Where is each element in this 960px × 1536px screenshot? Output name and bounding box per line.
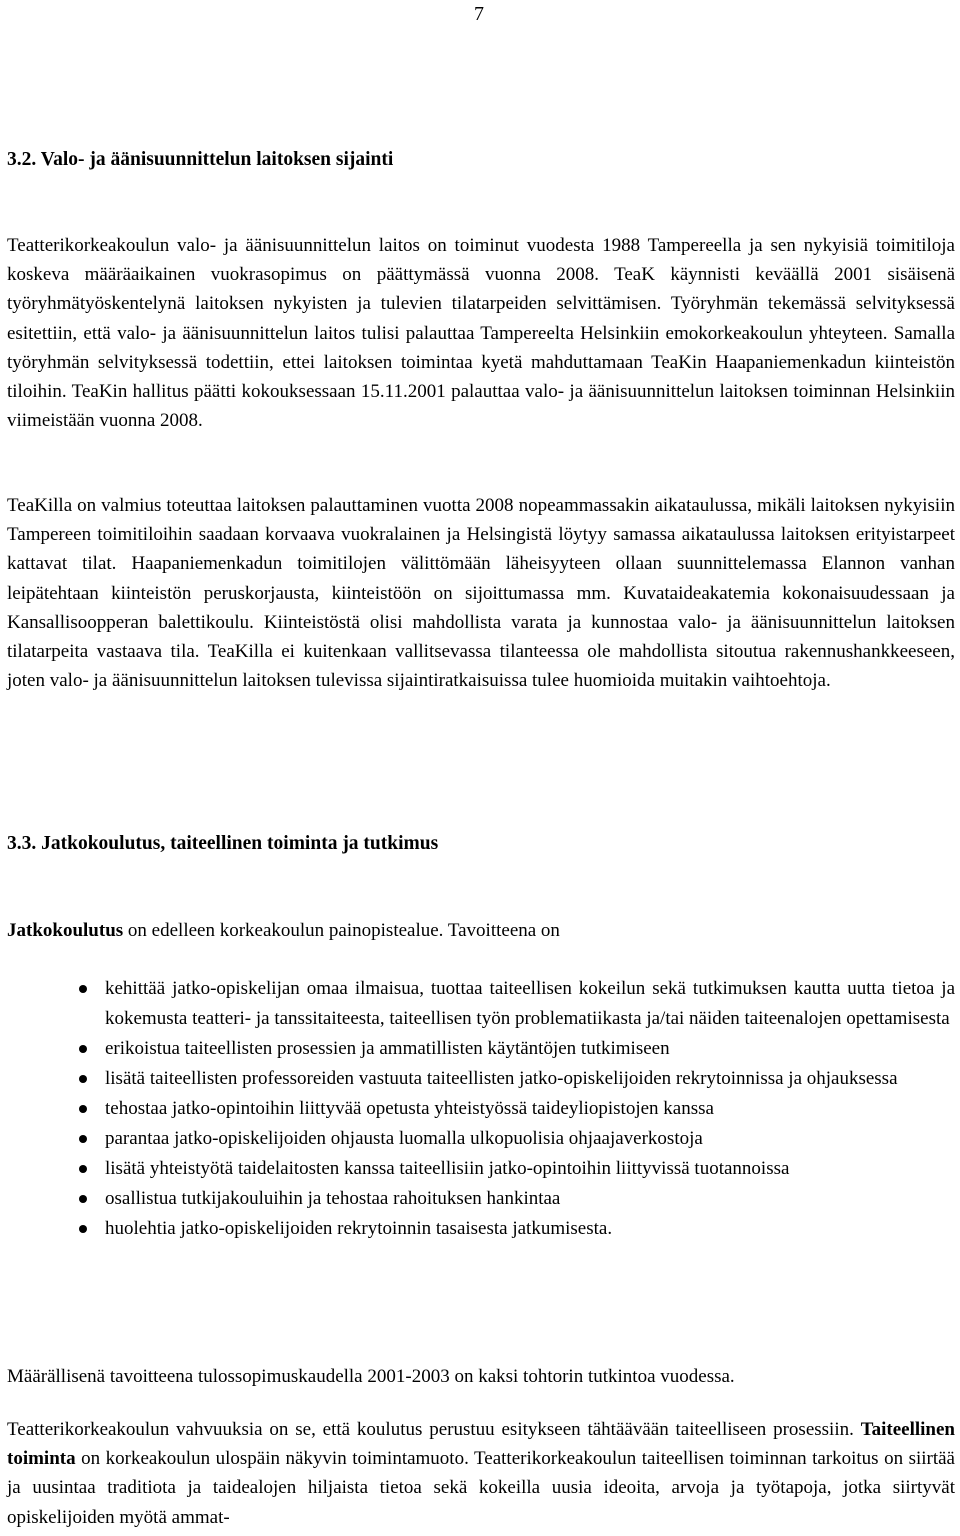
list-item: huolehtia jatko-opiskelijoiden rekrytoinnin tasaisesta jatkumisesta. [7,1214,955,1244]
section-title: Valo- ja äänisuunnittelun laitoksen sijainti [40,149,394,170]
bullet-icon [79,985,87,993]
paragraph-location: Teatterikorkeakoulun valo- ja äänisuunnittelun laitos on toiminut vuodesta 1988 Tampereella ja sen nykyisiä toimitiloja koskeva määräaikainen vuokrasopimus on päättymässä vuonna 2008. TeaK käynnisti keväällä 2001 sisäisenä työryhmätyöskentelynä laitoksen nykyisten ja tulevien tilatarpeiden selvittämisen. Työryhmän tekemässä selvityksessä esitettiin, että valo- ja äänisuunnittelun laitos tulisi palauttaa Tampereelta Helsinkiin emokorkeakoulun yhteyteen. Samalla työryhmän selvityksessä todettiin, ettei laitoksen toimintaa kyetä mahduttamaan TeaKin Haapaniemenkadun kiinteistön tiloihin. TeaKin hallitus päätti kokouksessaan 15.11.2001 palauttaa valo- ja äänisuunnittelun laitoksen toiminnan Helsinkiin viimeistään vuonna 2008. [7,235,955,432]
list-item: osallistua tutkijakouluihin ja tehostaa rahoituksen hankintaa [7,1184,955,1214]
bullet-icon [79,1075,87,1083]
paragraph-relocation: TeaKilla on valmius toteuttaa laitoksen palauttaminen vuotta 2008 nopeammassakin aikataulussa, mikäli laitoksen nykyisiin Tampereen toimitiloihin saadaan korvaava vuokralainen ja Helsingistä löytyy samassa aikataulussa laitoksen erityistarpeet kattavat tilat. Haapaniemenkadun toimitilojen välittömään läheisyyteen ollaan suunnittelemassa Elannon vanhan leipätehtaan kiinteistön peruskorjausta, kiinteistöön on sijoittumassa mm. Kuvataideakatemia kokonaisuudessaan ja Kansallisoopperan balettikoulu. Kiinteistöstä olisi mahdollista varata ja kunnostaa valo- ja äänisuunnittelun laitoksen tilatarpeita vastaava tila. TeaKilla ei kuitenkaan vallitsevassa tilanteessa ole mahdollista sitoutua rakennushankkeeseen, joten valo- ja äänisuunnittelun laitoksen tulevissa sijaintiratkaisuissa tulee huomioida muitakin vaihtoehtoja. [7,495,955,692]
section-title: Jatkokoulutus, taiteellinen toiminta ja tutkimus [41,833,439,854]
paragraph-artistic-activity: Teatterikorkeakoulun vahvuuksia on se, että koulutus perustuu esitykseen tähtäävään taiteelliseen prosessiin. Taiteellinen toiminta on korkeakoulun ulospäin näkyvin toimintamuoto. Teatterikorkeakoulun taiteellisen toiminnan tarkoitus on siirtää ja uusintaa traditiota ja taidealojen hiljaista tietoa sekä kokeilla uusia ideoita, arvoja ja työtapoja, jotka siirtyvät opiskelijoiden myötä ammat- [7,1419,955,1528]
page-number: 7 [474,3,484,25]
paragraph-intro [7,916,955,945]
intro-text: on edelleen korkeakoulun painopistealue. Tavoitteena on [123,920,560,941]
bullet-icon [79,1165,87,1173]
goals-list [7,974,955,1244]
bullet-icon [79,1135,87,1143]
section-number: 3.2. [7,149,37,170]
bullet-icon [79,1195,87,1203]
term-jatkokoulutus: Jatkokoulutus [7,920,124,941]
list-item: kehittää jatko-opiskelijan omaa ilmaisua, tuottaa taiteellisen kokeilun sekä tutkimuksen kautta uutta tietoa ja kokemusta teatteri- ja tanssitaiteesta, taiteellisen työn problematiikasta ja/tai näiden taiteenalojen opettamisesta [7,974,955,1034]
bullet-icon [79,1105,87,1113]
bullet-icon [79,1225,87,1233]
list-item: lisätä taiteellisten professoreiden vastuuta taiteellisten jatko-opiskelijoiden rekrytoinnissa ja ohjauksessa [7,1064,955,1094]
list-item: erikoistua taiteellisten prosessien ja ammatillisten käytäntöjen tutkimiseen [7,1034,955,1064]
bullet-icon [79,1045,87,1053]
paragraph-quantitative-goal: Määrällisenä tavoitteena tulossopimuskaudella 2001-2003 on kaksi tohtorin tutkintoa vuodessa. [7,1366,735,1387]
section-heading-3-3 [7,832,438,856]
section-number: 3.3. [7,833,37,854]
term-taiteellinen-toiminta: Taiteellinen toiminta [7,1419,955,1470]
list-item: lisätä yhteistyötä taidelaitosten kanssa taiteellisiin jatko-opintoihin liittyvissä tuotannoissa [7,1154,955,1184]
list-item: parantaa jatko-opiskelijoiden ohjausta luomalla ulkopuolisia ohjaajaverkostoja [7,1124,955,1154]
section-heading-3-2 [7,148,393,172]
list-item: tehostaa jatko-opintoihin liittyvää opetusta yhteistyössä taideyliopistojen kanssa [7,1094,955,1124]
